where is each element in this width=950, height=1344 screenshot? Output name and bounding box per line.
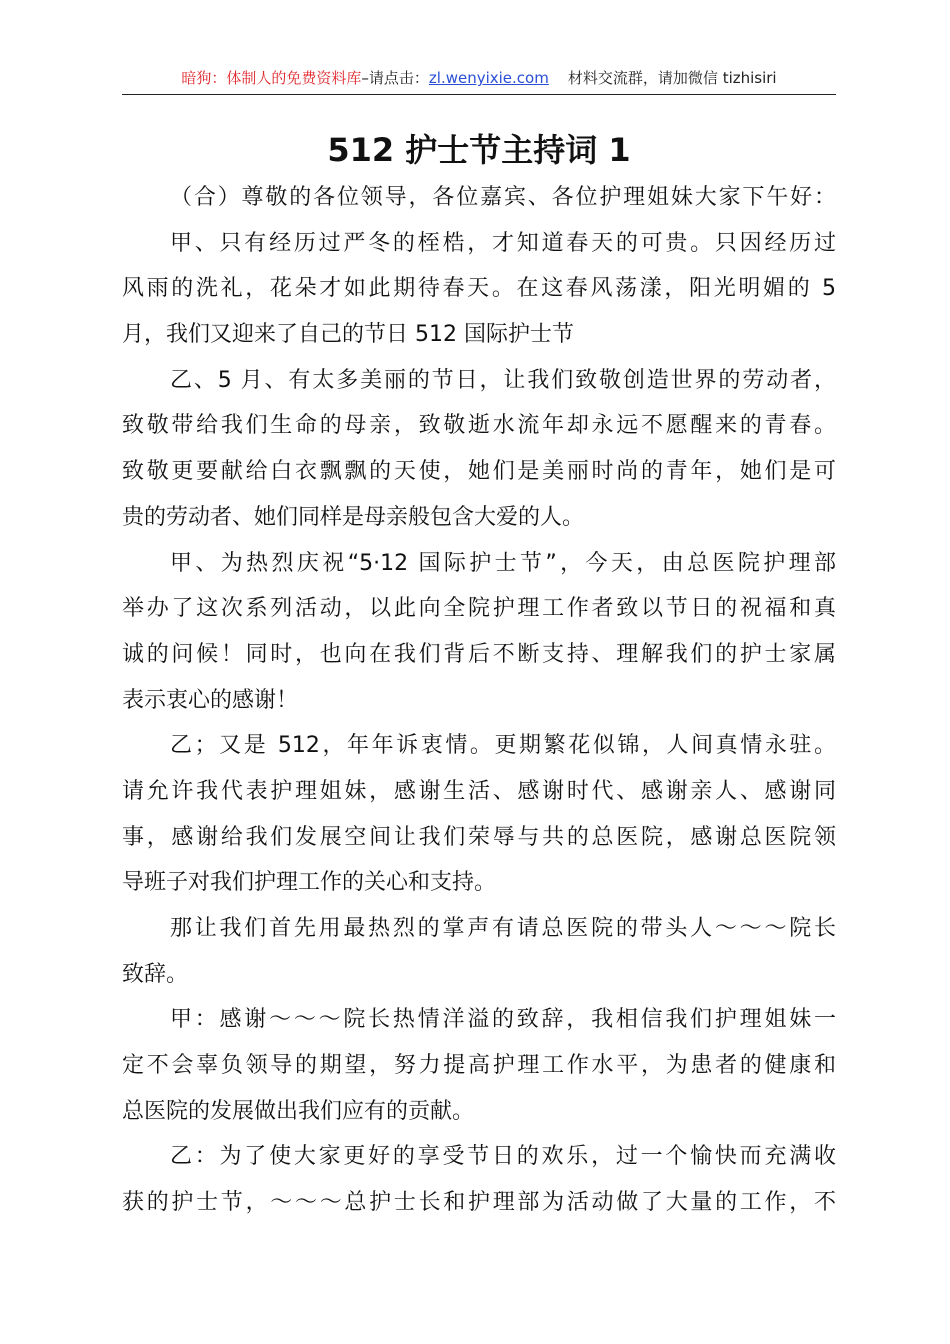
text-line: 致敬更要献给白衣飘飘的天使，她们是美丽时尚的青年，她们是可 xyxy=(122,459,836,485)
header-link[interactable]: zl.wenyixie.com xyxy=(428,69,549,87)
header-brand: 暗狗：体制人的免费资料库 xyxy=(181,69,362,87)
text-line: 风雨的洗礼，花朵才如此期待春天。在这春风荡漾，阳光明媚的 5 xyxy=(122,276,836,302)
text-line: 致辞。 xyxy=(122,961,189,987)
text-line: 举办了这次系列活动，以此向全院护理工作者致以节日的祝福和真 xyxy=(122,596,836,622)
text-line: 事，感谢给我们发展空间让我们荣辱与共的总医院，感谢总医院领 xyxy=(122,824,836,850)
text-line: 甲、只有经历过严冬的桎梏，才知道春天的可贵。只因经历过 xyxy=(170,230,836,256)
text-line: 那让我们首先用最热烈的掌声有请总医院的带头人～～～院长 xyxy=(170,916,836,941)
text-line: 获的护士节，～～～总护士长和护理部为活动做了大量的工作，不 xyxy=(122,1190,836,1216)
text-line: 乙；又是 512，年年诉衷情。更期繁花似锦，人间真情永驻。 xyxy=(170,733,836,759)
text-line: 致敬带给我们生命的母亲，致敬逝水流年却永远不愿醒来的青春。 xyxy=(122,413,836,439)
text-line: 诚的问候！同时，也向在我们背后不断支持、理解我们的护士家属 xyxy=(122,641,836,667)
text-line: 乙：为了使大家更好的享受节日的欢乐，过一个愉快而充满收 xyxy=(170,1144,836,1170)
text-line: 表示衷心的感谢！ xyxy=(122,687,299,713)
text-line: 甲、为热烈庆祝“5·12 国际护士节”，今天，由总医院护理部 xyxy=(170,550,836,576)
text-line: 月，我们又迎来了自己的节日 512 国际护士节 xyxy=(122,322,574,348)
document-title: 512 护士节主持词 1 xyxy=(327,131,631,169)
text-line: 导班子对我们护理工作的关心和支持。 xyxy=(122,870,497,896)
text-line: 甲：感谢～～～院长热情洋溢的致辞，我相信我们护理姐妹一 xyxy=(170,1007,836,1033)
document-body xyxy=(122,175,836,1226)
text-line: 乙、5 月、有太多美丽的节日，让我们致敬创造世界的劳动者， xyxy=(170,367,836,393)
page-header xyxy=(122,66,836,95)
text-line: （合）尊敬的各位领导，各位嘉宾、各位护理姐妹大家下午好： xyxy=(170,185,836,210)
text-line: 请允许我代表护理姐妹，感谢生活、感谢时代、感谢亲人、感谢同 xyxy=(122,778,836,804)
text-line: 定不会辜负领导的期望，努力提高护理工作水平，为患者的健康和 xyxy=(122,1053,836,1079)
header-contact: 材料交流群，请加微信 tizhisiri xyxy=(567,69,777,87)
text-line: 总医院的发展做出我们应有的贡献。 xyxy=(122,1098,475,1124)
text-line: 贵的劳动者、她们同样是母亲般包含大爱的人。 xyxy=(122,504,585,530)
header-click-prompt: –请点击： xyxy=(361,69,429,87)
